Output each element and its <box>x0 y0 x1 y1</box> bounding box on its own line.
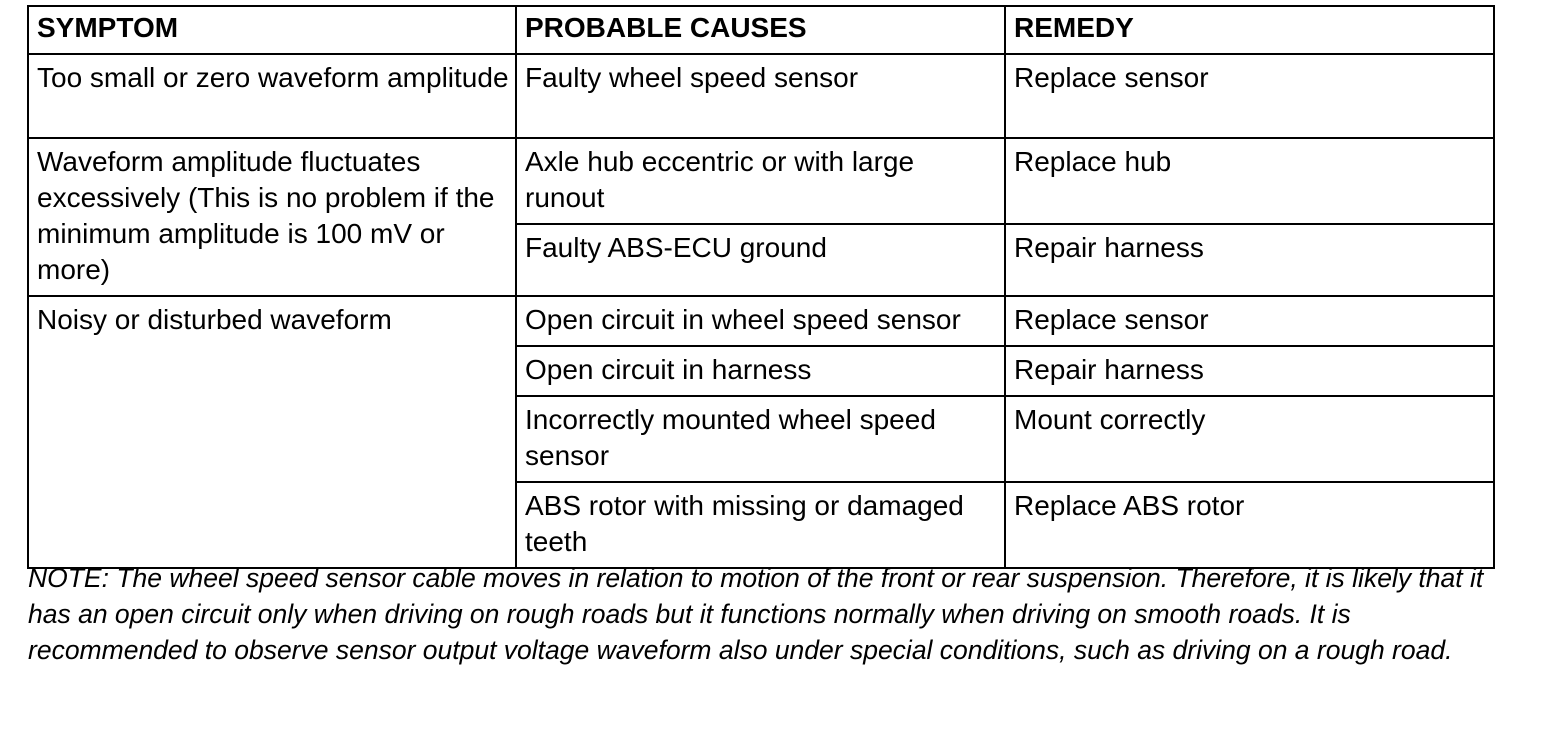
cause-cell: Open circuit in wheel speed sensor <box>516 296 1005 346</box>
troubleshooting-table <box>27 5 1495 569</box>
remedy-cell: Replace hub <box>1005 138 1494 224</box>
remedy-cell: Mount correctly <box>1005 396 1494 482</box>
remedy-cell: Replace sensor <box>1005 296 1494 346</box>
header-remedy: REMEDY <box>1005 6 1494 54</box>
remedy-cell: Replace ABS rotor <box>1005 482 1494 568</box>
remedy-cell: Repair harness <box>1005 224 1494 296</box>
table-row <box>28 138 1494 224</box>
table-header-row <box>28 6 1494 54</box>
cause-cell: Open circuit in harness <box>516 346 1005 396</box>
header-probable-causes: PROBABLE CAUSES <box>516 6 1005 54</box>
remedy-cell: Repair harness <box>1005 346 1494 396</box>
cause-cell: Faulty wheel speed sensor <box>516 54 1005 138</box>
symptom-cell: Too small or zero waveform amplitude <box>28 54 516 138</box>
table-row <box>28 296 1494 346</box>
note-text: NOTE: The wheel speed sensor cable moves in relation to motion of the front or rear suspension. Therefore, it is likely that it has an open circuit only when driving on rough roads but it functions normally when driving on smooth roads. It is recommended to observe sensor output voltage waveform also under special conditions, such as driving on a rough road. <box>28 563 1484 665</box>
cause-cell: Incorrectly mounted wheel speed sensor <box>516 396 1005 482</box>
cause-cell: Faulty ABS-ECU ground <box>516 224 1005 296</box>
header-symptom: SYMPTOM <box>28 6 516 54</box>
symptom-cell: Waveform amplitude fluctuates excessively (This is no problem if the minimum amplitude is 100 mV or more) <box>28 138 516 296</box>
symptom-cell: Noisy or disturbed waveform <box>28 296 516 568</box>
cause-cell: Axle hub eccentric or with large runout <box>516 138 1005 224</box>
remedy-cell: Replace sensor <box>1005 54 1494 138</box>
cause-cell: ABS rotor with missing or damaged teeth <box>516 482 1005 568</box>
table-row <box>28 54 1494 138</box>
